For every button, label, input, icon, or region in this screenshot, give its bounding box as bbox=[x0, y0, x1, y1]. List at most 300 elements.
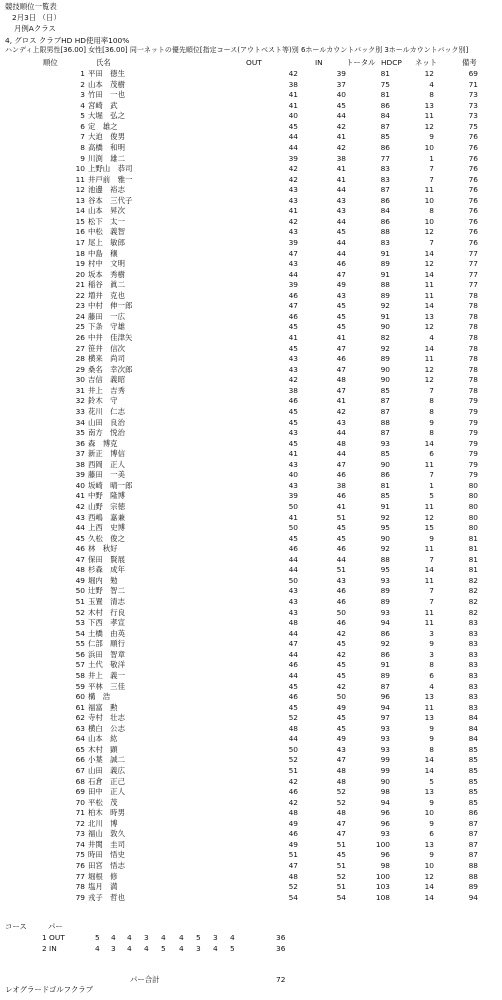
cell-net: 85 bbox=[468, 787, 478, 797]
cell-total: 92 bbox=[380, 512, 390, 522]
cell-hdcp: 12 bbox=[424, 512, 434, 522]
table-row bbox=[0, 376, 502, 386]
table-row bbox=[0, 355, 502, 365]
cell-out: 44 bbox=[288, 269, 298, 279]
cell-hdcp: 10 bbox=[424, 808, 434, 818]
cell-name: 北川 博 bbox=[88, 818, 118, 828]
cell-in: 44 bbox=[336, 248, 346, 258]
cell-total: 89 bbox=[380, 259, 390, 269]
table-row bbox=[0, 714, 502, 724]
cell-net: 79 bbox=[468, 470, 478, 480]
cell-hdcp: 7 bbox=[429, 174, 434, 184]
table-row bbox=[0, 461, 502, 471]
cell-rank: 41 bbox=[75, 491, 85, 501]
cell-net: 83 bbox=[468, 649, 478, 659]
par-sum-label: パー合計 bbox=[130, 975, 160, 984]
table-row bbox=[0, 471, 502, 481]
cell-name: 南方 悦治 bbox=[88, 428, 125, 437]
cell-name: 堀根 修 bbox=[88, 871, 118, 881]
cell-rank: 7 bbox=[80, 132, 85, 142]
cell-net: 80 bbox=[468, 480, 478, 490]
par-par-label: パー bbox=[48, 922, 63, 931]
cell-net: 85 bbox=[468, 744, 478, 754]
cell-hdcp: 12 bbox=[424, 69, 434, 78]
cell-net: 78 bbox=[468, 311, 478, 321]
cell-in: 49 bbox=[336, 702, 346, 712]
cell-in: 47 bbox=[336, 829, 346, 839]
par-hole-value: 5 bbox=[95, 933, 100, 942]
cell-rank: 36 bbox=[75, 438, 85, 448]
table-row bbox=[0, 323, 502, 333]
cell-total: 87 bbox=[380, 396, 390, 406]
cell-hdcp: 8 bbox=[429, 744, 434, 754]
cell-rank: 38 bbox=[75, 459, 85, 469]
cell-in: 44 bbox=[336, 111, 346, 121]
cell-name: 塩月 満 bbox=[88, 882, 118, 892]
cell-name: 池邊 裕志 bbox=[88, 185, 125, 195]
cell-out: 52 bbox=[288, 755, 298, 765]
cell-name: 花川 仁志 bbox=[88, 406, 125, 416]
cell-hdcp: 7 bbox=[429, 554, 434, 564]
cell-rank: 34 bbox=[75, 417, 85, 427]
cell-out: 46 bbox=[288, 396, 298, 406]
cell-rank: 15 bbox=[75, 216, 85, 226]
cell-hdcp: 6 bbox=[429, 829, 434, 839]
cell-out: 45 bbox=[288, 438, 298, 448]
cell-out: 40 bbox=[288, 470, 298, 480]
cell-out: 41 bbox=[288, 206, 298, 216]
cell-net: 76 bbox=[468, 153, 478, 163]
cell-rank: 54 bbox=[75, 628, 85, 638]
cell-rank: 59 bbox=[75, 681, 85, 691]
cell-in: 47 bbox=[336, 818, 346, 828]
cell-out: 46 bbox=[288, 311, 298, 321]
cell-hdcp: 14 bbox=[424, 301, 434, 311]
cell-rank: 63 bbox=[75, 723, 85, 733]
cell-rank: 46 bbox=[75, 544, 85, 554]
cell-in: 46 bbox=[336, 354, 346, 364]
cell-total: 103 bbox=[375, 882, 390, 892]
cell-net: 78 bbox=[468, 385, 478, 395]
cell-in: 49 bbox=[336, 280, 346, 290]
cell-in: 45 bbox=[336, 533, 346, 543]
table-row bbox=[0, 672, 502, 682]
cell-out: 44 bbox=[288, 132, 298, 142]
cell-rank: 18 bbox=[75, 248, 85, 258]
cell-total: 98 bbox=[380, 787, 390, 797]
cell-total: 96 bbox=[380, 808, 390, 818]
cell-rank: 27 bbox=[75, 343, 85, 353]
par-hole-value: 4 bbox=[213, 944, 218, 953]
cell-in: 46 bbox=[336, 618, 346, 628]
table-row bbox=[0, 545, 502, 555]
cell-in: 50 bbox=[336, 607, 346, 617]
cell-net: 87 bbox=[468, 818, 478, 828]
cell-hdcp: 5 bbox=[429, 491, 434, 501]
cell-total: 92 bbox=[380, 301, 390, 311]
cell-out: 48 bbox=[288, 871, 298, 881]
cell-rank: 11 bbox=[75, 174, 85, 184]
cell-out: 50 bbox=[288, 523, 298, 533]
par-hole-value: 4 bbox=[179, 944, 184, 953]
cell-rank: 71 bbox=[75, 808, 85, 818]
cell-rank: 39 bbox=[75, 470, 85, 480]
table-row bbox=[0, 577, 502, 587]
table-row bbox=[0, 830, 502, 840]
cell-name: 福山 敦久 bbox=[88, 829, 125, 839]
cell-hdcp: 4 bbox=[429, 681, 434, 691]
table-row bbox=[0, 661, 502, 671]
cell-name: 坂崎 晴一郎 bbox=[88, 480, 133, 490]
cell-in: 38 bbox=[336, 153, 346, 163]
cell-net: 83 bbox=[468, 692, 478, 701]
cell-in: 45 bbox=[336, 322, 346, 332]
table-row bbox=[0, 334, 502, 344]
cell-total: 91 bbox=[380, 248, 390, 258]
cell-total: 94 bbox=[380, 618, 390, 628]
cell-out: 43 bbox=[288, 227, 298, 237]
cell-hdcp: 14 bbox=[424, 766, 434, 775]
cell-hdcp: 11 bbox=[424, 575, 434, 585]
cell-out: 50 bbox=[288, 744, 298, 754]
table-row bbox=[0, 239, 502, 249]
cell-out: 46 bbox=[288, 290, 298, 300]
cell-name: 中野 隆博 bbox=[88, 491, 125, 501]
cell-name: 土橋 由英 bbox=[88, 628, 125, 638]
table-row bbox=[0, 144, 502, 154]
cell-in: 49 bbox=[336, 734, 346, 744]
cell-hdcp: 12 bbox=[424, 364, 434, 374]
cell-name: 稲谷 眞二 bbox=[88, 280, 125, 290]
cell-total: 86 bbox=[380, 628, 390, 638]
cell-in: 42 bbox=[336, 121, 346, 131]
cell-net: 78 bbox=[468, 375, 478, 385]
cell-in: 44 bbox=[336, 185, 346, 195]
cell-in: 48 bbox=[336, 808, 346, 818]
cell-total: 81 bbox=[380, 90, 390, 100]
table-row bbox=[0, 535, 502, 545]
cell-net: 83 bbox=[468, 618, 478, 628]
cell-hdcp: 13 bbox=[424, 839, 434, 849]
cell-total: 92 bbox=[380, 343, 390, 353]
cell-out: 46 bbox=[288, 829, 298, 839]
cell-rank: 21 bbox=[75, 280, 85, 290]
cell-total: 89 bbox=[380, 354, 390, 364]
cell-in: 48 bbox=[336, 776, 346, 786]
table-row bbox=[0, 419, 502, 429]
cell-in: 41 bbox=[336, 333, 346, 342]
cell-net: 81 bbox=[468, 565, 478, 575]
cell-total: 93 bbox=[380, 734, 390, 744]
cell-rank: 57 bbox=[75, 660, 85, 670]
cell-out: 44 bbox=[288, 628, 298, 638]
cell-rank: 17 bbox=[75, 238, 85, 247]
cell-total: 87 bbox=[380, 185, 390, 195]
cell-hdcp: 13 bbox=[424, 311, 434, 321]
cell-hdcp: 12 bbox=[424, 227, 434, 237]
cell-total: 93 bbox=[380, 829, 390, 839]
cell-net: 83 bbox=[468, 670, 478, 680]
cell-in: 45 bbox=[336, 639, 346, 649]
cell-net: 78 bbox=[468, 354, 478, 364]
par-hole-value: 5 bbox=[196, 933, 201, 942]
cell-hdcp: 11 bbox=[424, 354, 434, 364]
cell-net: 77 bbox=[468, 248, 478, 258]
cell-total: 91 bbox=[380, 311, 390, 321]
table-row bbox=[0, 524, 502, 534]
cell-total: 86 bbox=[380, 195, 390, 205]
cell-name: 新正 博信 bbox=[88, 449, 125, 459]
cell-in: 45 bbox=[336, 660, 346, 670]
cell-name: 田中 正人 bbox=[88, 787, 125, 797]
cell-in: 41 bbox=[336, 132, 346, 142]
cell-hdcp: 7 bbox=[429, 385, 434, 395]
table-row bbox=[0, 651, 502, 661]
table-row bbox=[0, 165, 502, 175]
cell-rank: 70 bbox=[75, 797, 85, 807]
table-row bbox=[0, 186, 502, 196]
cell-rank: 23 bbox=[75, 301, 85, 311]
cell-hdcp: 9 bbox=[429, 723, 434, 733]
cell-rank: 8 bbox=[80, 142, 85, 152]
club-name: レオグラードゴルフクラブ bbox=[5, 985, 94, 994]
cell-total: 82 bbox=[380, 333, 390, 342]
cell-out: 50 bbox=[288, 502, 298, 511]
cell-out: 41 bbox=[288, 333, 298, 342]
cell-name: 鈴木 守 bbox=[88, 396, 118, 406]
cell-name: 木村 顕 bbox=[88, 744, 118, 754]
par-hole-value: 4 bbox=[127, 944, 132, 953]
cell-net: 78 bbox=[468, 333, 478, 342]
cell-rank: 49 bbox=[75, 575, 85, 585]
column-header-rank: 順位 bbox=[43, 58, 58, 67]
cell-rank: 44 bbox=[75, 523, 85, 533]
cell-net: 82 bbox=[468, 607, 478, 617]
cell-out: 43 bbox=[288, 259, 298, 269]
cell-rank: 6 bbox=[80, 121, 85, 131]
cell-hdcp: 9 bbox=[429, 850, 434, 860]
table-row bbox=[0, 683, 502, 693]
cell-in: 43 bbox=[336, 290, 346, 300]
cell-out: 48 bbox=[288, 618, 298, 628]
cell-name: 杉森 成年 bbox=[88, 565, 125, 575]
cell-name: 山本 昇次 bbox=[88, 206, 125, 216]
cell-total: 97 bbox=[380, 713, 390, 723]
cell-out: 49 bbox=[288, 839, 298, 849]
cell-hdcp: 11 bbox=[424, 290, 434, 300]
cell-out: 46 bbox=[288, 544, 298, 554]
cell-total: 90 bbox=[380, 776, 390, 786]
cell-rank: 24 bbox=[75, 311, 85, 321]
cell-net: 85 bbox=[468, 776, 478, 786]
cell-out: 42 bbox=[288, 797, 298, 807]
cell-name: 宮崎 武 bbox=[88, 100, 118, 110]
cell-hdcp: 9 bbox=[429, 639, 434, 649]
cell-total: 77 bbox=[380, 153, 390, 163]
par-course: 2 IN bbox=[42, 944, 57, 953]
cell-rank: 2 bbox=[80, 79, 85, 89]
cell-hdcp: 11 bbox=[424, 459, 434, 469]
cell-in: 45 bbox=[336, 311, 346, 321]
cell-net: 88 bbox=[468, 861, 478, 870]
cell-name: 大堀 弘之 bbox=[88, 111, 125, 121]
cell-out: 45 bbox=[288, 343, 298, 353]
cell-hdcp: 8 bbox=[429, 90, 434, 100]
table-row bbox=[0, 693, 502, 703]
cell-net: 84 bbox=[468, 734, 478, 744]
cell-rank: 26 bbox=[75, 333, 85, 342]
table-row bbox=[0, 302, 502, 312]
cell-hdcp: 12 bbox=[424, 871, 434, 881]
cell-out: 43 bbox=[288, 354, 298, 364]
page-title: 競技順位一覧表 bbox=[5, 2, 57, 11]
cell-out: 41 bbox=[288, 100, 298, 110]
cell-out: 45 bbox=[288, 681, 298, 691]
cell-name: 藤田 一広 bbox=[88, 311, 125, 321]
cell-total: 91 bbox=[380, 269, 390, 279]
table-row bbox=[0, 640, 502, 650]
cell-total: 99 bbox=[380, 766, 390, 775]
cell-rank: 3 bbox=[80, 90, 85, 100]
cell-in: 45 bbox=[336, 301, 346, 311]
table-row bbox=[0, 799, 502, 809]
cell-net: 85 bbox=[468, 755, 478, 765]
cell-in: 51 bbox=[336, 861, 346, 870]
cell-in: 45 bbox=[336, 100, 346, 110]
cell-out: 51 bbox=[288, 850, 298, 860]
cell-hdcp: 11 bbox=[424, 607, 434, 617]
cell-total: 90 bbox=[380, 459, 390, 469]
cell-out: 46 bbox=[288, 660, 298, 670]
cell-rank: 72 bbox=[75, 818, 85, 828]
cell-name: 高橋 和明 bbox=[88, 142, 125, 152]
table-row bbox=[0, 873, 502, 883]
cell-name: 井戸前 雅一 bbox=[88, 174, 133, 184]
par-course: 1 OUT bbox=[42, 933, 65, 942]
cell-total: 95 bbox=[380, 523, 390, 533]
cell-total: 92 bbox=[380, 639, 390, 649]
cell-net: 76 bbox=[468, 132, 478, 142]
cell-name: 平田 徳生 bbox=[88, 69, 125, 78]
cell-net: 76 bbox=[468, 206, 478, 216]
cell-hdcp: 1 bbox=[429, 480, 434, 490]
cell-net: 76 bbox=[468, 195, 478, 205]
cell-hdcp: 7 bbox=[429, 238, 434, 247]
cell-hdcp: 12 bbox=[424, 121, 434, 131]
cell-out: 41 bbox=[288, 512, 298, 522]
cell-name: 定 雄之 bbox=[88, 121, 118, 131]
cell-in: 46 bbox=[336, 259, 346, 269]
cell-hdcp: 15 bbox=[424, 523, 434, 533]
table-row bbox=[0, 218, 502, 228]
cell-hdcp: 9 bbox=[429, 417, 434, 427]
table-row bbox=[0, 566, 502, 576]
cell-rank: 28 bbox=[75, 354, 85, 364]
cell-rank: 9 bbox=[80, 153, 85, 163]
par-hole-value: 3 bbox=[196, 944, 201, 953]
cell-total: 90 bbox=[380, 375, 390, 385]
cell-in: 47 bbox=[336, 269, 346, 279]
cell-out: 45 bbox=[288, 417, 298, 427]
cell-total: 92 bbox=[380, 544, 390, 554]
table-row bbox=[0, 81, 502, 91]
cell-hdcp: 14 bbox=[424, 755, 434, 765]
cell-total: 100 bbox=[375, 839, 390, 849]
cell-name: 山本 茂樹 bbox=[88, 79, 125, 89]
table-row bbox=[0, 503, 502, 513]
cell-in: 42 bbox=[336, 628, 346, 638]
cell-name: 保田 賢展 bbox=[88, 554, 125, 564]
cell-name: 寺村 壮志 bbox=[88, 713, 125, 723]
cell-rank: 53 bbox=[75, 618, 85, 628]
cell-rank: 33 bbox=[75, 406, 85, 416]
cell-in: 45 bbox=[336, 723, 346, 733]
cell-rank: 40 bbox=[75, 480, 85, 490]
cell-hdcp: 14 bbox=[424, 343, 434, 353]
cell-rank: 50 bbox=[75, 586, 85, 596]
cell-hdcp: 12 bbox=[424, 375, 434, 385]
competition-conditions: 4, グロス クラブHD HD使用率100% bbox=[5, 36, 130, 45]
cell-net: 78 bbox=[468, 290, 478, 300]
cell-total: 93 bbox=[380, 438, 390, 448]
par-course-total: 36 bbox=[276, 944, 286, 953]
cell-hdcp: 11 bbox=[424, 111, 434, 121]
table-row bbox=[0, 112, 502, 122]
cell-out: 42 bbox=[288, 69, 298, 78]
cell-name: 尾上 敏郎 bbox=[88, 238, 125, 247]
column-header-out: OUT bbox=[246, 58, 262, 67]
cell-hdcp: 7 bbox=[429, 164, 434, 173]
cell-name: 竹田 一也 bbox=[88, 90, 125, 100]
cell-net: 83 bbox=[468, 628, 478, 638]
cell-out: 40 bbox=[288, 111, 298, 121]
cell-hdcp: 10 bbox=[424, 861, 434, 870]
cell-total: 85 bbox=[380, 385, 390, 395]
cell-net: 80 bbox=[468, 502, 478, 511]
table-row bbox=[0, 345, 502, 355]
cell-hdcp: 9 bbox=[429, 132, 434, 142]
cell-hdcp: 1 bbox=[429, 153, 434, 163]
cell-hdcp: 3 bbox=[429, 649, 434, 659]
cell-rank: 19 bbox=[75, 259, 85, 269]
cell-net: 76 bbox=[468, 142, 478, 152]
cell-in: 44 bbox=[336, 238, 346, 247]
table-row bbox=[0, 123, 502, 133]
cell-in: 42 bbox=[336, 142, 346, 152]
cell-out: 48 bbox=[288, 723, 298, 733]
cell-total: 84 bbox=[380, 206, 390, 216]
par-hole-value: 4 bbox=[230, 933, 235, 942]
cell-total: 90 bbox=[380, 533, 390, 543]
cell-net: 83 bbox=[468, 639, 478, 649]
cell-hdcp: 11 bbox=[424, 544, 434, 554]
cell-net: 76 bbox=[468, 174, 478, 184]
cell-hdcp: 5 bbox=[429, 776, 434, 786]
cell-rank: 48 bbox=[75, 565, 85, 575]
cell-out: 47 bbox=[288, 248, 298, 258]
cell-out: 45 bbox=[288, 121, 298, 131]
cell-net: 79 bbox=[468, 449, 478, 459]
cell-name: 堀内 勉 bbox=[88, 575, 118, 585]
cell-rank: 78 bbox=[75, 882, 85, 892]
cell-total: 88 bbox=[380, 554, 390, 564]
cell-total: 99 bbox=[380, 755, 390, 765]
cell-rank: 16 bbox=[75, 227, 85, 237]
table-row bbox=[0, 756, 502, 766]
cell-rank: 73 bbox=[75, 829, 85, 839]
cell-in: 45 bbox=[336, 713, 346, 723]
cell-in: 46 bbox=[336, 544, 346, 554]
